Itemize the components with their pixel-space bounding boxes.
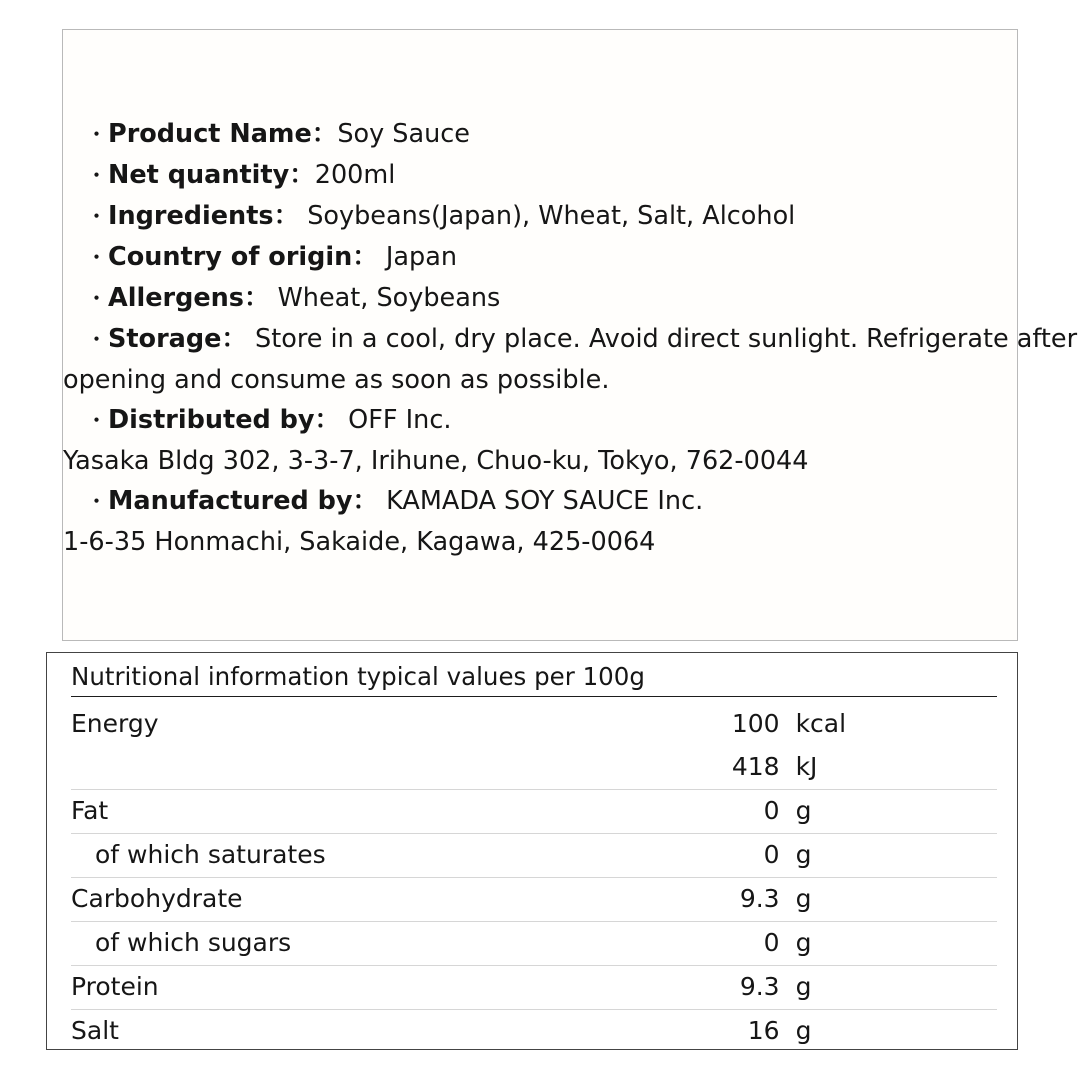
product-info-label: Distributed by bbox=[108, 405, 315, 435]
product-info-separator: ： bbox=[311, 119, 338, 149]
nutrition-row-value: 418 bbox=[659, 746, 780, 790]
bullet-icon: ・ bbox=[85, 163, 108, 189]
nutrition-row-unit: kJ bbox=[780, 746, 997, 790]
nutrition-row-name bbox=[71, 746, 659, 790]
nutrition-row bbox=[71, 878, 997, 922]
nutrition-row-name: Energy bbox=[71, 709, 159, 738]
nutrition-row-name: Carbohydrate bbox=[71, 878, 659, 922]
product-info-value: Soybeans(Japan), Wheat, Salt, Alcohol bbox=[299, 201, 796, 231]
product-info-label: Storage bbox=[108, 324, 222, 354]
product-info-value: Soy Sauce bbox=[337, 119, 470, 149]
nutrition-row-value: 100 bbox=[731, 709, 780, 738]
nutrition-row-value: 0 bbox=[659, 790, 780, 834]
nutrition-table bbox=[71, 703, 997, 1053]
nutrition-row-unit: g bbox=[780, 966, 997, 1010]
product-info-label: Net quantity bbox=[108, 160, 290, 190]
nutrition-row-unit: g bbox=[780, 834, 997, 878]
product-info-separator: ： bbox=[314, 405, 341, 435]
nutrition-row-name: Fat bbox=[71, 790, 659, 834]
nutrition-panel bbox=[46, 652, 1018, 1050]
bullet-icon: ・ bbox=[85, 286, 108, 312]
product-info-label: Allergens bbox=[108, 283, 244, 313]
nutrition-row bbox=[71, 834, 997, 878]
product-info-line bbox=[63, 319, 1078, 360]
product-info-line bbox=[63, 114, 1019, 155]
nutrition-row-unit: g bbox=[780, 878, 997, 922]
product-info-separator: ： bbox=[243, 283, 270, 313]
nutrition-row-name: Protein bbox=[71, 966, 659, 1010]
nutrition-row bbox=[71, 790, 997, 834]
product-info-label: Ingredients bbox=[108, 201, 274, 231]
product-info-separator: ： bbox=[352, 242, 378, 272]
product-info-value: 1-6-35 Honmachi, Sakaide, Kagawa, 425-0064 bbox=[63, 527, 656, 557]
nutrition-row-name: of which sugars bbox=[71, 922, 659, 966]
nutrition-row bbox=[71, 746, 997, 790]
product-info-panel bbox=[62, 29, 1078, 641]
bullet-icon: ・ bbox=[85, 122, 108, 148]
bullet-icon: ・ bbox=[85, 489, 108, 515]
nutrition-row-value: 0 bbox=[659, 834, 780, 878]
product-info-value: Store in a cool, dry place. Avoid direct sunlight. Refrigerate after bbox=[246, 324, 1078, 354]
nutrition-row-value: 16 bbox=[747, 1016, 780, 1045]
bullet-icon: ・ bbox=[85, 408, 108, 434]
product-info-line bbox=[63, 155, 1019, 196]
product-info-lines bbox=[63, 114, 1078, 562]
product-info-separator: ： bbox=[221, 324, 247, 354]
product-info-separator: ： bbox=[273, 201, 300, 231]
product-info-value: Wheat, Soybeans bbox=[269, 283, 501, 313]
nutrition-row bbox=[71, 966, 997, 1010]
bullet-icon: ・ bbox=[85, 204, 108, 230]
nutrition-row-unit: kcal bbox=[795, 709, 847, 738]
product-info-line bbox=[63, 237, 1019, 278]
product-info-separator: ： bbox=[352, 486, 379, 516]
nutrition-row bbox=[71, 703, 997, 746]
nutrition-row-unit: g bbox=[795, 1016, 812, 1045]
product-info-line bbox=[63, 441, 1019, 481]
product-info-label: Country of origin bbox=[108, 242, 353, 272]
product-info-value: Japan bbox=[377, 242, 458, 272]
product-info-value: Yasaka Bldg 302, 3-3-7, Irihune, Chuo-ku, Tokyo, 762-0044 bbox=[63, 446, 809, 476]
product-info-value: KAMADA SOY SAUCE Inc. bbox=[378, 486, 704, 516]
nutrition-row-value: 9.3 bbox=[659, 966, 780, 1010]
nutrition-row-value: 0 bbox=[659, 922, 780, 966]
bullet-icon: ・ bbox=[85, 245, 108, 271]
nutrition-row-name: Salt bbox=[71, 1016, 119, 1045]
nutrition-row-value: 9.3 bbox=[659, 878, 780, 922]
nutrition-row-unit: g bbox=[780, 922, 997, 966]
product-info-label: Product Name bbox=[108, 119, 312, 149]
product-info-separator: ： bbox=[289, 160, 315, 190]
product-info-line bbox=[63, 278, 1019, 319]
nutrition-title: Nutritional information typical values per 100g bbox=[71, 662, 997, 697]
nutrition-row-unit: g bbox=[780, 790, 997, 834]
product-info-line bbox=[63, 481, 1019, 522]
product-info-line bbox=[63, 360, 1019, 400]
product-info-value: OFF Inc. bbox=[340, 405, 452, 435]
product-info-value: 200ml bbox=[314, 160, 396, 190]
nutrition-row-name: of which saturates bbox=[71, 834, 659, 878]
product-info-line bbox=[63, 522, 1019, 562]
product-info-label: Manufactured by bbox=[108, 486, 353, 516]
nutrition-row bbox=[71, 1010, 997, 1054]
product-info-line bbox=[63, 400, 1019, 441]
nutrition-row bbox=[71, 922, 997, 966]
product-info-value: opening and consume as soon as possible. bbox=[63, 365, 610, 395]
product-info-line bbox=[63, 196, 1019, 237]
bullet-icon: ・ bbox=[85, 327, 108, 353]
